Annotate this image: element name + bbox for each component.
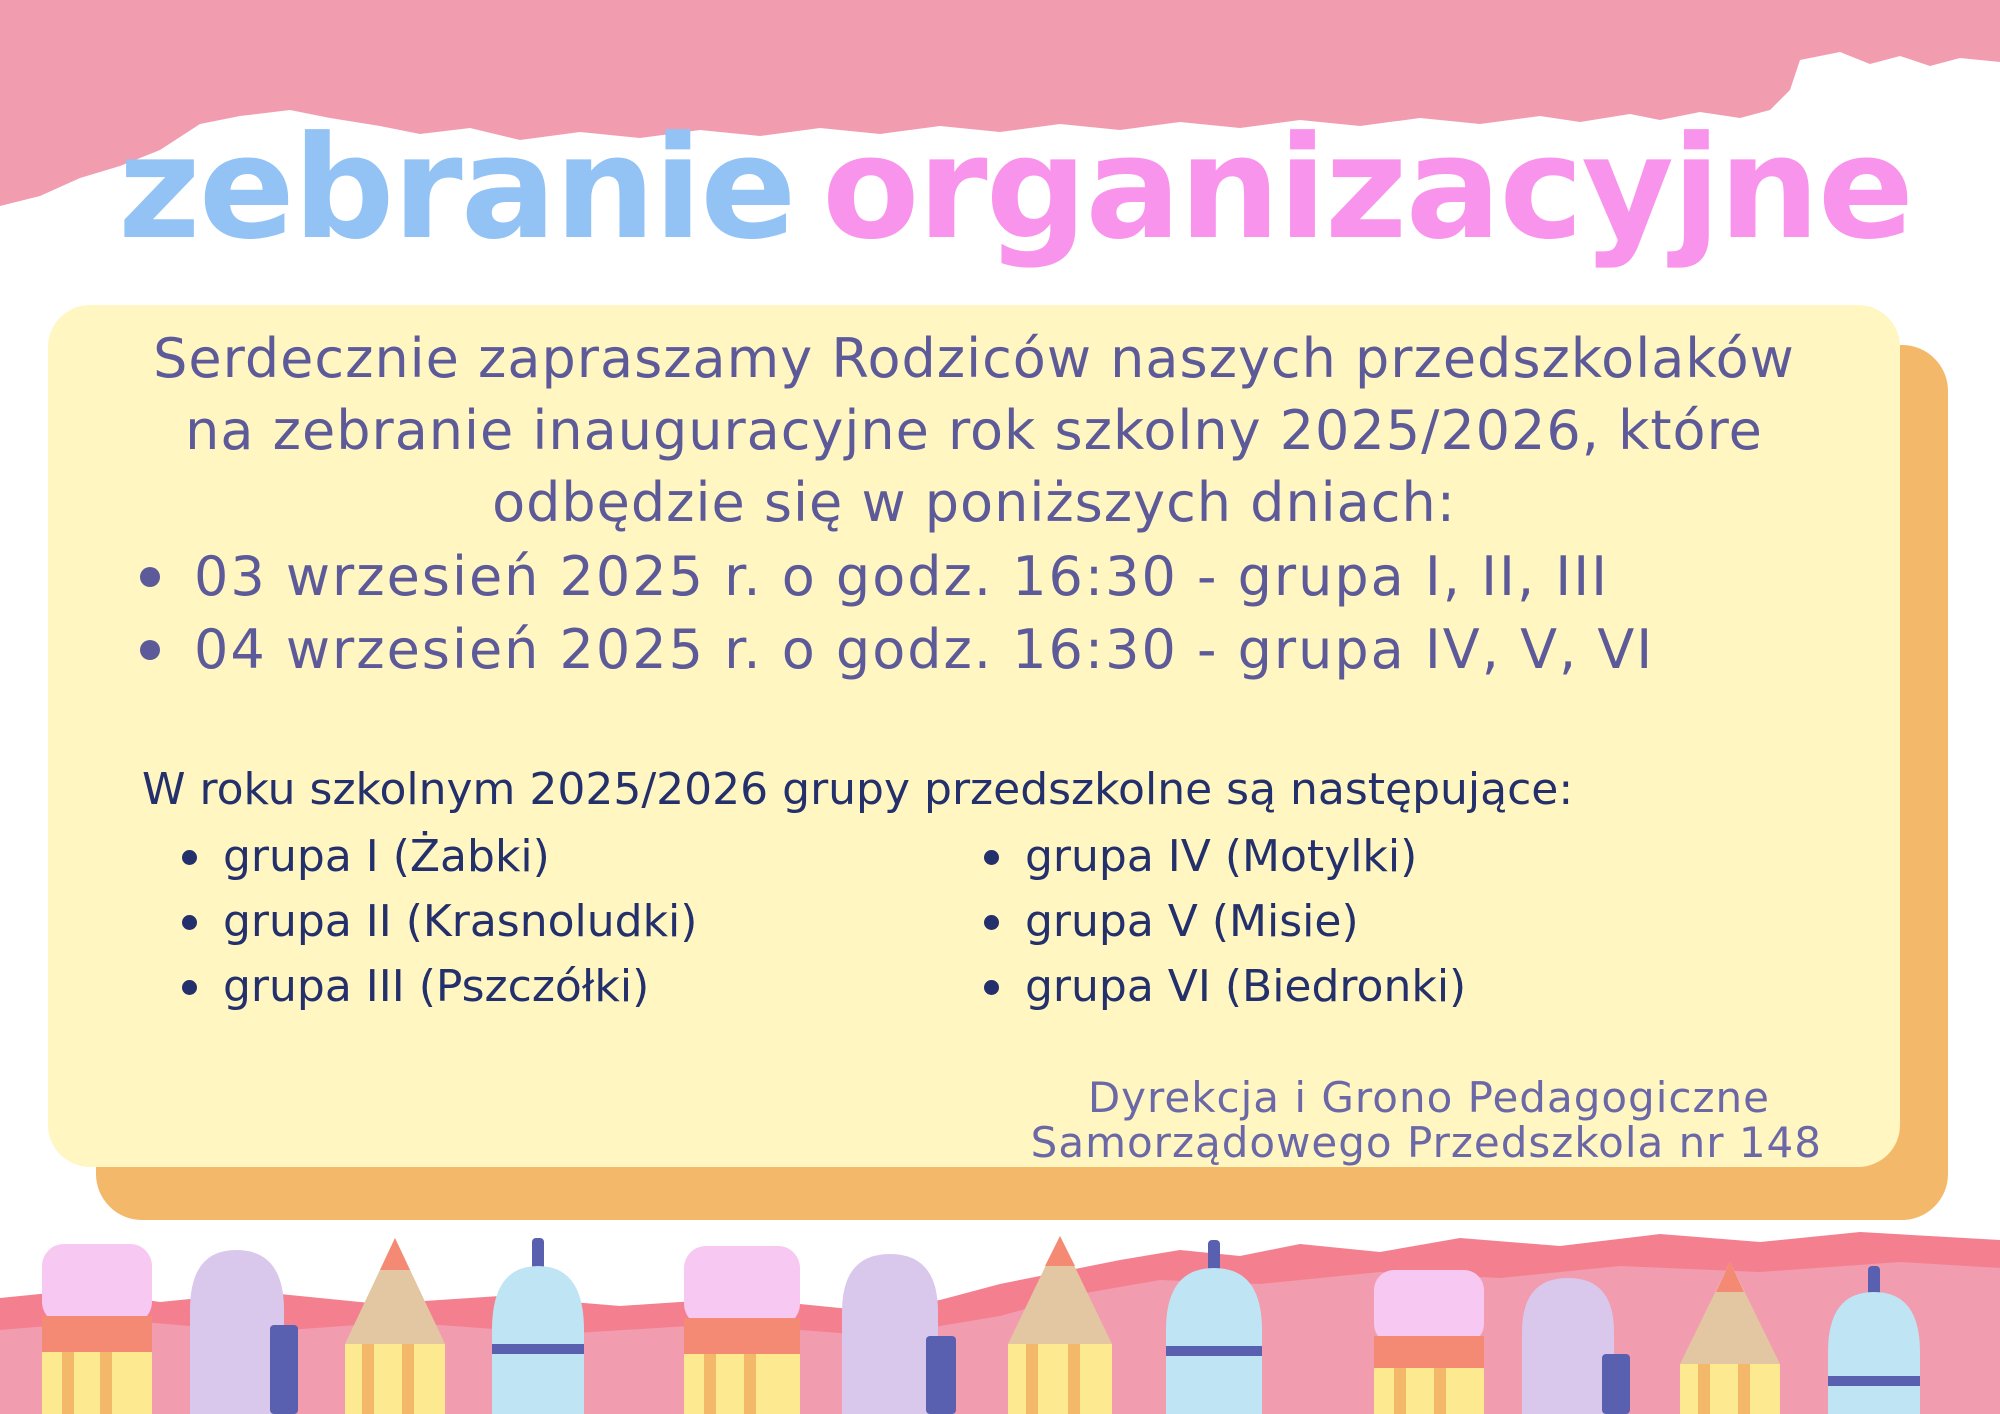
bullet-icon [182,915,197,930]
meeting-date-1-text: 03 wrzesień 2025 r. o godz. 16:30 - grupa I, II, III [194,545,1610,608]
invitation-line-3: odbędzie się w poniższych dniach: [492,471,1456,534]
crayon-eraser-icon [684,1246,800,1414]
bullet-icon [140,567,160,587]
crayon-round-icon [190,1250,298,1414]
group-label: grupa V (Misie) [1025,896,1359,947]
bullet-icon [182,850,197,865]
group-label: grupa VI (Biedronki) [1025,961,1467,1012]
crayon-pencil-icon [1008,1236,1112,1414]
group-item [182,961,650,1012]
group-label: grupa IV (Motylki) [1025,831,1418,882]
title-word-organizacyjne: organizacyjne [822,106,1913,271]
crayon-eraser-icon [42,1244,152,1414]
group-item [182,831,550,882]
group-item [984,961,1467,1012]
group-item [984,831,1418,882]
crayons-decoration [0,1220,2000,1414]
bullet-icon [182,980,197,995]
bullet-icon [140,640,160,660]
signature-line-2: Samorządowego Przedszkola nr 148 [1030,1118,1822,1167]
group-item [182,896,698,947]
meeting-date-2-text: 04 wrzesień 2025 r. o godz. 16:30 - grupa IV, V, VI [194,618,1655,681]
bullet-icon [984,915,999,930]
bullet-icon [984,980,999,995]
invitation-line-1: Serdecznie zapraszamy Rodziców naszych przedszkolaków [153,327,1795,390]
signature-line-1: Dyrekcja i Grono Pedagogiczne [1087,1073,1770,1122]
crayon-eraser-icon [1374,1270,1484,1414]
group-label: grupa III (Pszczółki) [223,961,650,1012]
group-label: grupa I (Żabki) [223,831,550,882]
group-item [984,896,1359,947]
meeting-date-2 [140,618,1655,681]
groups-heading: W roku szkolnym 2025/2026 grupy przedszkolne są następujące: [142,764,1574,815]
meeting-date-1 [140,545,1610,608]
crayon-marker-icon [492,1238,584,1414]
group-label: grupa II (Krasnoludki) [223,896,698,947]
bullet-icon [984,850,999,865]
title-word-zebranie: zebranie [118,106,795,271]
invitation-line-2: na zebranie inauguracyjne rok szkolny 2025/2026, które [185,399,1763,462]
crayon-pencil-icon [345,1238,445,1414]
